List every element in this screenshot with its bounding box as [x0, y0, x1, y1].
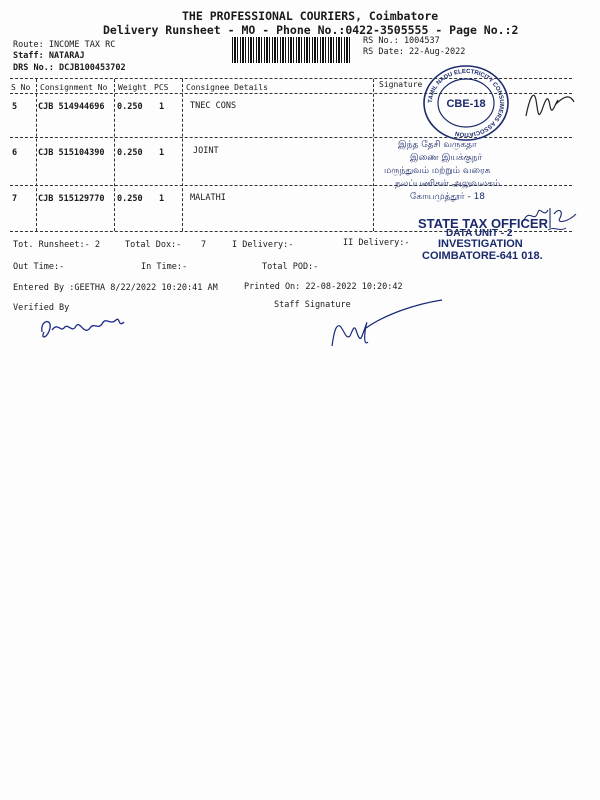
staff-label: Staff: NATARAJ [13, 51, 85, 61]
rs-number: RS No.: 1004537 [363, 36, 440, 46]
verified-by: Verified By [13, 303, 70, 313]
tamil-stamp-line: நலப்பணிகள் அலுவலகம் [395, 179, 501, 189]
data-unit-stamp: DATA UNIT - 2 [446, 228, 513, 239]
row-weight: 0.250 [117, 194, 143, 204]
row-signature [520, 86, 578, 126]
col-divider [114, 79, 115, 231]
total-dox-label: Total Dox:- [125, 240, 182, 250]
col-header-weight: Weight [118, 83, 147, 92]
col-header-sno: S No [11, 83, 31, 92]
investigation-stamp: INVESTIGATION [438, 238, 523, 250]
row-pcs: 1 [159, 102, 165, 112]
seal-ring-text: TAMIL NADU ELECTRICITY CONSUMERS ASSOCIATION [427, 68, 505, 138]
row-weight: 0.250 [117, 148, 143, 158]
barcode [232, 37, 352, 63]
col-divider [182, 79, 183, 231]
entered-by: Entered By :GEETHA 8/22/2022 10:20:41 AM [13, 283, 218, 293]
i-delivery: I Delivery:- [232, 240, 294, 250]
tamil-stamp-line: இந்த தேசி வருகதா [398, 140, 477, 150]
runsheet-subtitle: Delivery Runsheet - MO - Phone No.:0422-3505555 - Page No.:2 [103, 23, 519, 37]
row-sno: 5 [12, 102, 18, 112]
drs-number: DRS No.: DCJB100453702 [13, 63, 126, 73]
tamil-stamp-line: கோயமுத்தூர் - 18 [410, 192, 486, 202]
col-divider [36, 79, 37, 231]
row-pcs: 1 [159, 194, 165, 204]
in-time: In Time:- [141, 262, 188, 272]
total-pod: Total POD:- [262, 262, 319, 272]
col-header-consignment: Consignment No [40, 83, 108, 92]
total-runsheet: Tot. Runsheet:- 2 [13, 240, 100, 250]
row-pcs: 1 [159, 148, 165, 158]
row-consignee: JOINT [193, 146, 219, 156]
tamil-stamp-line: இணை இயக்குநர் [410, 153, 483, 163]
row-sno: 7 [12, 194, 18, 204]
staff-signature-label: Staff Signature [274, 300, 351, 310]
rs-date: RS Date: 22-Aug-2022 [363, 47, 466, 57]
tamil-stamp-line: மருந்துவம் மற்றும் வரைக [384, 166, 491, 176]
row-consignee: TNEC CONS [190, 101, 237, 111]
seal-center-text: CBE-18 [446, 98, 486, 110]
verified-signature [38, 312, 128, 348]
col-header-pcs: PCS [154, 83, 169, 92]
route-label: Route: INCOME TAX RC [13, 40, 116, 50]
col-divider [373, 79, 374, 231]
staff-signature [326, 296, 446, 354]
round-seal-stamp [420, 62, 512, 144]
col-header-signature: Signature [379, 80, 423, 89]
out-time: Out Time:- [13, 262, 65, 272]
city-stamp: COIMBATORE-641 018. [422, 250, 543, 262]
ii-delivery: II Delivery:- [343, 238, 410, 248]
row-consignment: CJB 515129770 [38, 194, 105, 204]
row-consignee: MALATHI [190, 193, 226, 203]
total-dox-value: 7 [201, 240, 207, 250]
row-consignment: CJB 515104390 [38, 148, 105, 158]
col-header-consignee: Consignee Details [186, 83, 268, 92]
row-sno: 6 [12, 148, 18, 158]
company-title: THE PROFESSIONAL COURIERS, Coimbatore [182, 9, 439, 23]
tax-officer-stamp: STATE TAX OFFICER [418, 216, 548, 231]
row-consignment: CJB 514944696 [38, 102, 105, 112]
printed-on: Printed On: 22-08-2022 10:20:42 [244, 282, 403, 292]
row-weight: 0.250 [117, 102, 143, 112]
